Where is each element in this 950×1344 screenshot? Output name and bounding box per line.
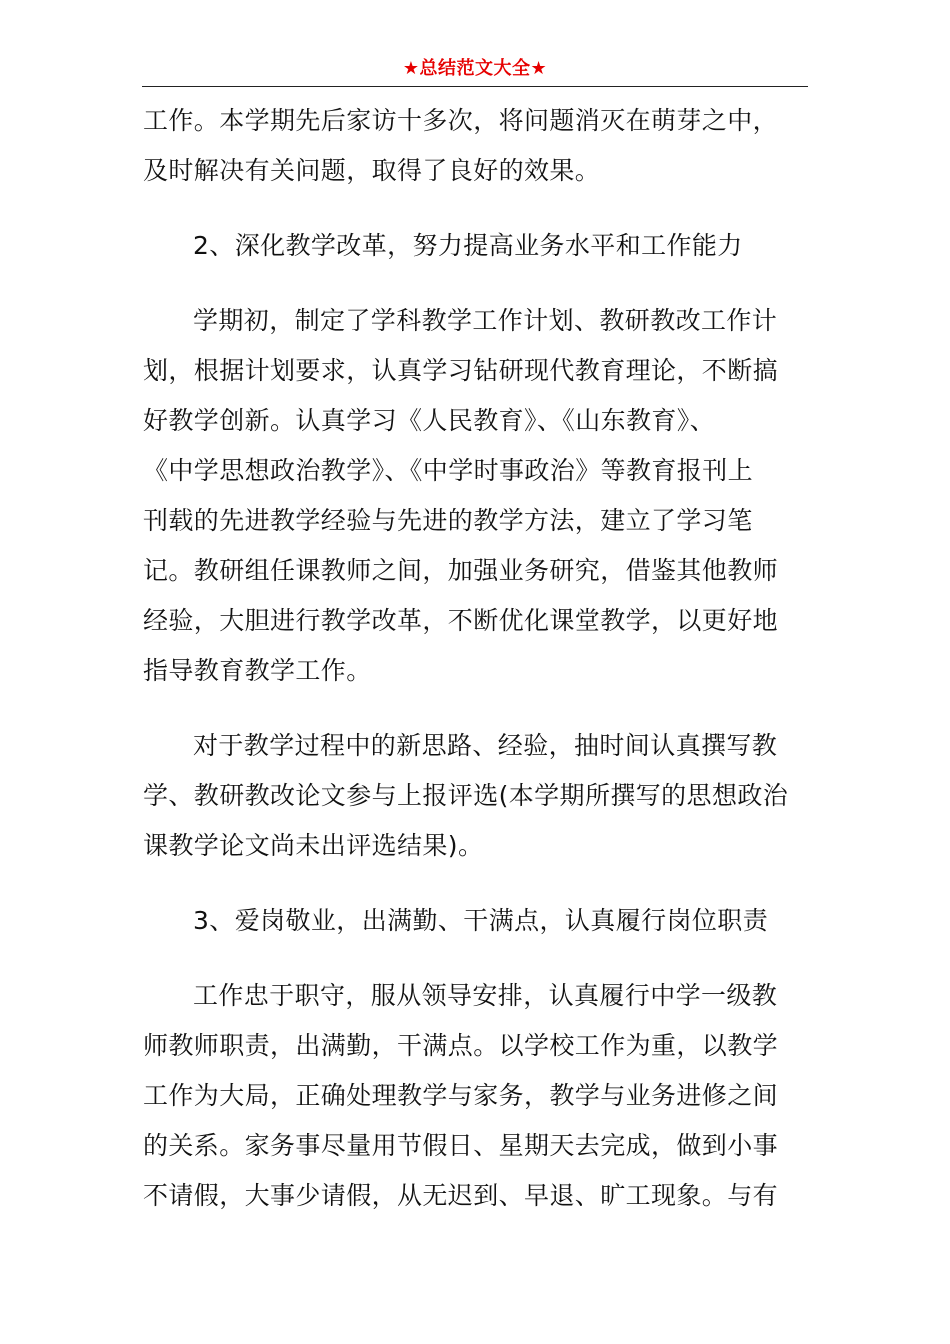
text-line: 《中学思想政治教学》、《中学时事政治》等教育报刊上 <box>143 456 754 485</box>
text-line: 学期初，制定了学科教学工作计划、教研教改工作计 <box>193 306 778 335</box>
paragraph-duties <box>143 971 803 1221</box>
text-line: 不请假，大事少请假，从无迟到、早退、旷工现象。与有 <box>143 1181 779 1210</box>
text-line: 的关系。家务事尽量用节假日、星期天去完成，做到小事 <box>143 1131 779 1160</box>
text-line: 经验，大胆进行教学改革，不断优化课堂教学，以更好地 <box>143 606 779 635</box>
text-line: 好教学创新。认真学习《人民教育》、《山东教育》、 <box>143 406 716 435</box>
paragraph-study-plan <box>143 296 803 696</box>
paragraph-papers <box>143 721 803 871</box>
text-line: 及时解决有关问题，取得了良好的效果。 <box>143 156 601 185</box>
text-line: 工作为大局，正确处理教学与家务，教学与业务进修之间 <box>143 1081 779 1110</box>
section-heading-2: 2、深化教学改革，努力提高业务水平和工作能力 <box>193 231 743 260</box>
text-line: 刊载的先进教学经验与先进的教学方法，建立了学习笔 <box>143 506 753 535</box>
text-line: 指导教育教学工作。 <box>143 656 372 685</box>
document-body <box>143 96 803 1221</box>
paragraph-continuation <box>143 96 803 196</box>
text-line: 工作。本学期先后家访十多次，将问题消灭在萌芽之中， <box>143 106 779 135</box>
text-line: 学、教研教改论文参与上报评选(本学期所撰写的思想政治 <box>143 781 789 810</box>
text-line: 划，根据计划要求，认真学习钻研现代教育理论，不断搞 <box>143 356 779 385</box>
header-title: ★总结范文大全★ <box>402 58 548 79</box>
text-line: 师教师职责，出满勤，干满点。以学校工作为重，以教学 <box>143 1031 779 1060</box>
text-line: 课教学论文尚未出评选结果)。 <box>143 831 484 860</box>
text-line: 工作忠于职守，服从领导安排，认真履行中学一级教 <box>193 981 778 1010</box>
text-line: 记。教研组任课教师之间，加强业务研究，借鉴其他教师 <box>143 556 779 585</box>
page-header <box>142 50 808 87</box>
text-line: 对于教学过程中的新思路、经验，抽时间认真撰写教 <box>193 731 778 760</box>
section-heading-3: 3、爱岗敬业，出满勤、干满点，认真履行岗位职责 <box>193 906 769 935</box>
